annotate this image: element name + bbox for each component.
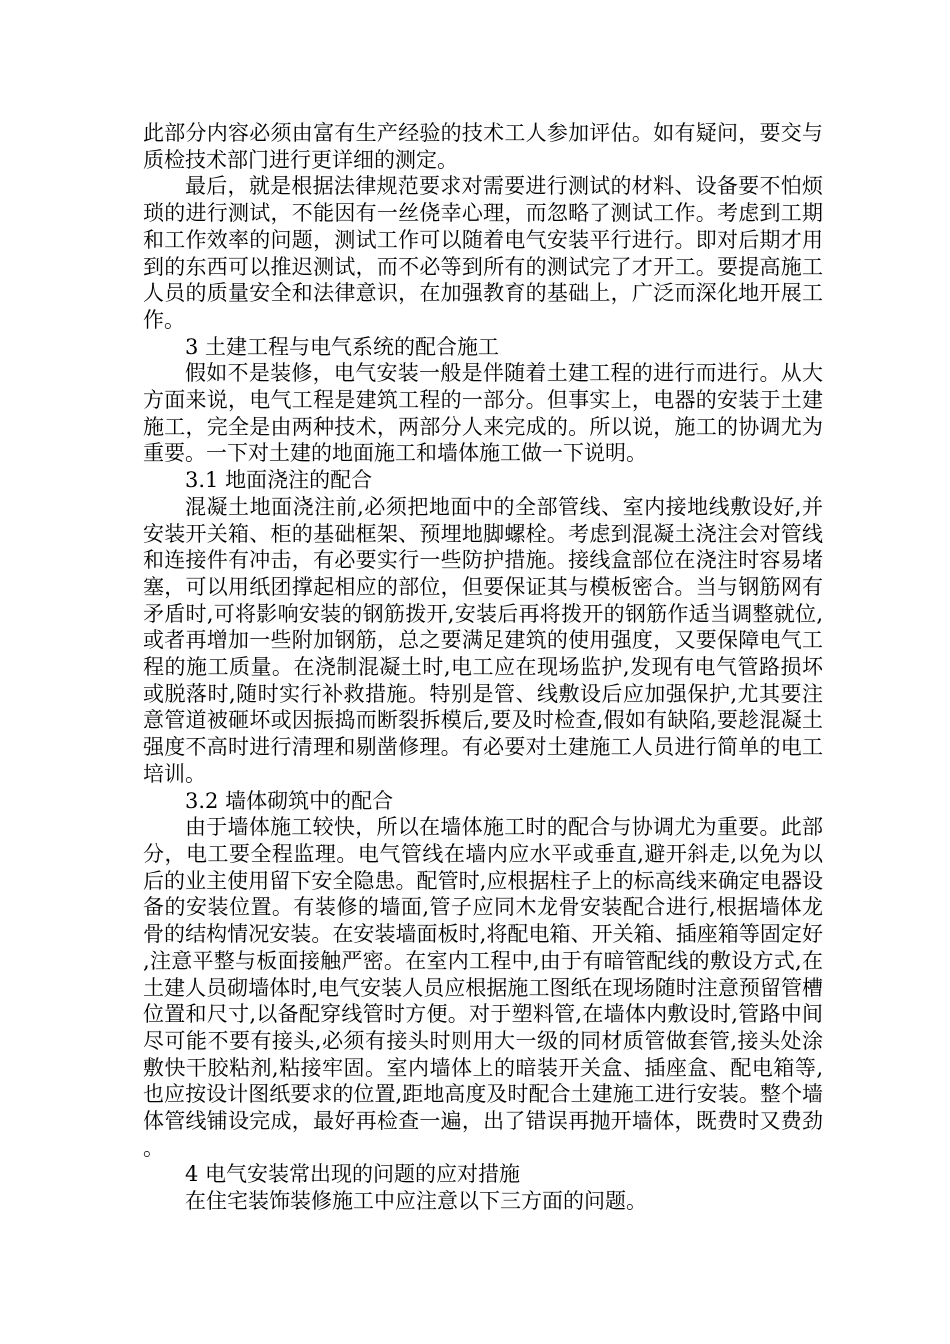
section-heading-3: 3 土建工程与电气系统的配合施工	[185, 334, 500, 359]
paragraph-testing: 最后，就是根据法律规范要求对需要进行测试的材料、设备要不怕烦琐的进行测试，不能因有一丝侥幸心理，而忽略了测试工作。考虑到工期和工作效率的问题，测试工作可以随着电气安装平行进行。即对后期才用到的东西可以推迟测试，而不必等到所有的测试完了才开工。要提高施工人员的质量安全和法律意识，在加强教育的基础上，广泛而深化地开展工作。	[143, 174, 823, 332]
section-heading-4: 4 电气安装常出现的问题的应对措施	[185, 1162, 521, 1187]
paragraph-floor-pouring: 混凝土地面浇注前,必须把地面中的全部管线、室内接地线敷设好,并安装开关箱、柜的基础框架、预埋地脚螺栓。考虑到混凝土浇注会对管线和连接件有冲击，有必要实行一些防护措施。接线盒部位在浇注时容易堵塞，可以用纸团撑起相应的部位，但要保证其与模板密合。当与钢筋网有矛盾时,可将影响安装的钢筋拨开,安装后再将拨开的钢筋作适当调整就位,或者再增加一些附加钢筋，总之要满足建筑的使用强度，又要保障电气工程的施工质量。在浇制混凝土时,电工应在现场监护,发现有电气管路损坏或脱落时,随时实行补救措施。特别是管、线敷设后应加强保护,尤其要注意管道被砸坏或因振捣而断裂拆模后,要及时检查,假如有缺陷,要趁混凝土强度不高时进行清理和剔凿修理。有必要对土建施工人员进行简单的电工培训。	[143, 494, 823, 786]
paragraph-coordination: 假如不是装修，电气安装一般是伴随着土建工程的进行而进行。从大方面来说，电气工程是建筑工程的一部分。但事实上，电器的安装于土建施工，完全是由两种技术，两部分人来完成的。所以说，施工的协调尤为重要。一下对土建的地面施工和墙体施工做一下说明。	[143, 361, 823, 466]
paragraph-issues-intro: 在住宅装饰装修施工中应注意以下三方面的问题。	[185, 1189, 647, 1214]
document-body	[143, 120, 823, 1215]
paragraph-continuation: 此部分内容必须由富有生产经验的技术工人参加评估。如有疑问，要交与质检技术部门进行更详细的测定。	[143, 121, 823, 172]
paragraph-wall-masonry: 由于墙体施工较快，所以在墙体施工时的配合与协调尤为重要。此部分，电工要全程监理。电气管线在墙内应水平或垂直,避开斜走,以免为以后的业主使用留下安全隐患。配管时,应根据柱子上的标高线来确定电器设备的安装位置。有装修的墙面,管子应同木龙骨安装配合进行,根据墙体龙骨的结构情况安装。在安装墙面板时,将配电箱、开关箱、插座箱等固定好,注意平整与板面接触严密。在室内工程中,由于有暗管配线的敷设方式,在土建人员砌墙体时,电气安装人员应根据施工图纸在现场随时注意预留管槽位置和尺寸,以备配穿线管时方便。对于塑料管,在墙体内敷设时,管路中间尽可能不要有接头,必须有接头时则用大一级的同材质管做套管,接头处涂敷快干胶粘剂,粘接牢固。室内墙体上的暗装开关盒、插座盒、配电箱等,也应按设计图纸要求的位置,距地高度及时配合土建施工进行安装。整个墙体管线铺设完成，最好再检查一遍，出了错误再抛开墙体，既费时又费劲。	[143, 815, 823, 1160]
section-heading-3-2: 3.2 墙体砌筑中的配合	[185, 788, 394, 813]
section-heading-3-1: 3.1 地面浇注的配合	[185, 468, 373, 493]
